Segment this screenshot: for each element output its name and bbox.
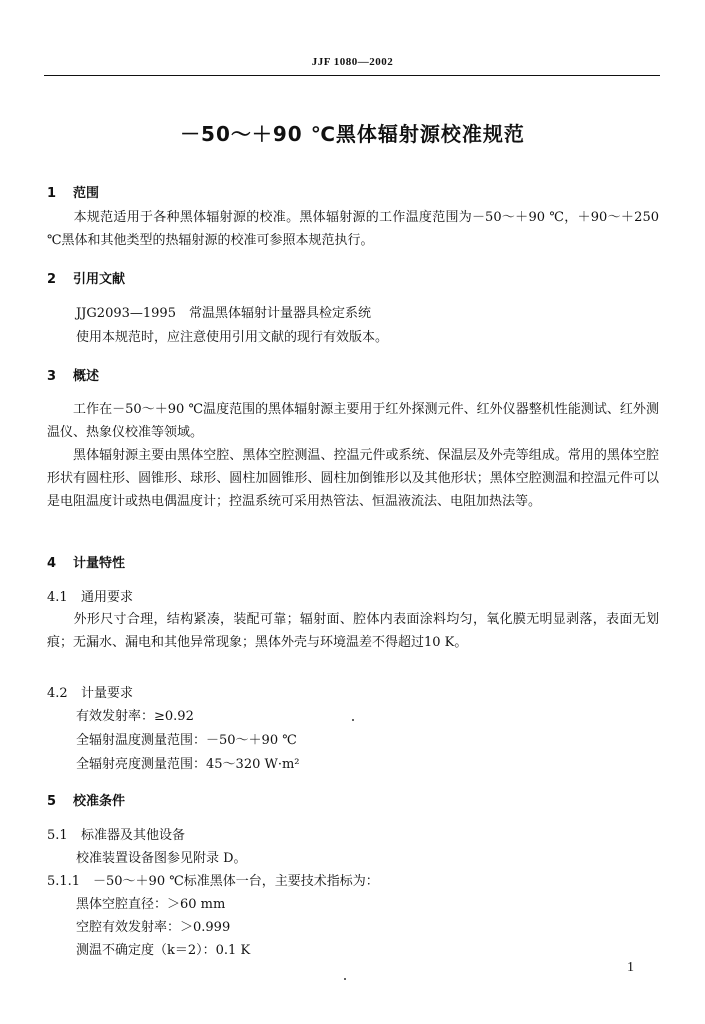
subsection-number: 5.1.1 [47,874,81,889]
section-number: 3 [47,369,57,384]
section-3-paragraph-2: 黑体辐射源主要由黑体空腔、黑体空腔测温、控温元件或系统、保温层及外壳等组成。常用的黑体空腔形状有圆柱形、圆锥形、球形、圆柱加圆锥形、圆柱加倒锥形以及其他形状；黑体空腔测温和控温元件可以是电阻温度计或热电偶温度计；控温系统可采用热管法、恒温液流法、电阻加热法等。 [47,448,659,509]
document-code-header: JJF 1080—2002 [311,56,394,68]
subsection-5-1-1 [47,870,379,889]
spec-cavity-diameter: 黑体空腔直径：＞60 mm [76,897,226,912]
section-title: 概述 [73,369,100,384]
subsection-number: 4.1 [47,590,68,605]
section-number: 5 [47,794,57,809]
section-3-heading [47,365,99,384]
document-title: －50～＋90 ℃黑体辐射源校准规范 [180,122,525,146]
subsection-number: 4.2 [47,686,68,701]
subsection-text: －50～＋90 ℃标准黑体一台，主要技术指标为： [93,874,379,889]
section-number: 4 [47,556,57,571]
section-title: 校准条件 [73,794,126,809]
header-rule [44,75,660,76]
scan-speck [352,719,354,721]
requirement-temperature-range: 全辐射温度测量范围：－50～＋90 ℃ [76,733,297,748]
spec-uncertainty: 测温不确定度（k＝2）：0.1 K [76,943,251,958]
section-4-heading [47,552,125,571]
subsection-4-1-heading [47,586,133,605]
subsection-title: 计量要求 [81,686,134,701]
section-5-heading [47,790,125,809]
requirement-emissivity: 有效发射率：≥0.92 [76,709,194,724]
section-1-paragraph: 本规范适用于各种黑体辐射源的校准。黑体辐射源的工作温度范围为－50～＋90 ℃，＋90～＋250 ℃黑体和其他类型的热辐射源的校准可参照本规范执行。 [47,210,659,248]
spec-cavity-emissivity: 空腔有效发射率：＞0.999 [76,920,231,935]
subsection-5-1-heading [47,824,185,843]
section-3-paragraph-1: 工作在－50～＋90 ℃温度范围的黑体辐射源主要用于红外探测元件、红外仪器整机性能测试、红外测温仪、热象仪校准等领域。 [47,402,659,440]
section-title: 计量特性 [73,556,126,571]
section-2-heading [47,268,125,287]
subsection-number: 5.1 [47,828,68,843]
subsection-title: 标准器及其他设备 [81,828,186,843]
section-number: 2 [47,272,57,287]
subsection-4-2-heading [47,682,133,701]
scan-speck [344,978,346,980]
page-number: 1 [627,960,634,975]
subsection-4-1-paragraph: 外形尺寸合理，结构紧凑，装配可靠；辐射面、腔体内表面涂料均匀，氧化膜无明显剥落，表面无划痕；无漏水、漏电和其他异常现象；黑体外壳与环境温差不得超过10 K。 [47,612,659,650]
requirement-radiance-range: 全辐射亮度测量范围：45～320 W·m² [76,757,300,772]
section-title: 范围 [73,186,100,201]
subsection-title: 通用要求 [81,590,134,605]
reference-note: 使用本规范时，应注意使用引用文献的现行有效版本。 [76,330,389,345]
section-title: 引用文献 [73,272,126,287]
section-number: 1 [47,186,57,201]
reference-standard: JJG2093—1995 常温黑体辐射计量器具检定系统 [76,306,371,321]
section-1-heading [47,182,99,201]
equipment-diagram-note: 校准装置设备图参见附录 D。 [76,851,247,866]
